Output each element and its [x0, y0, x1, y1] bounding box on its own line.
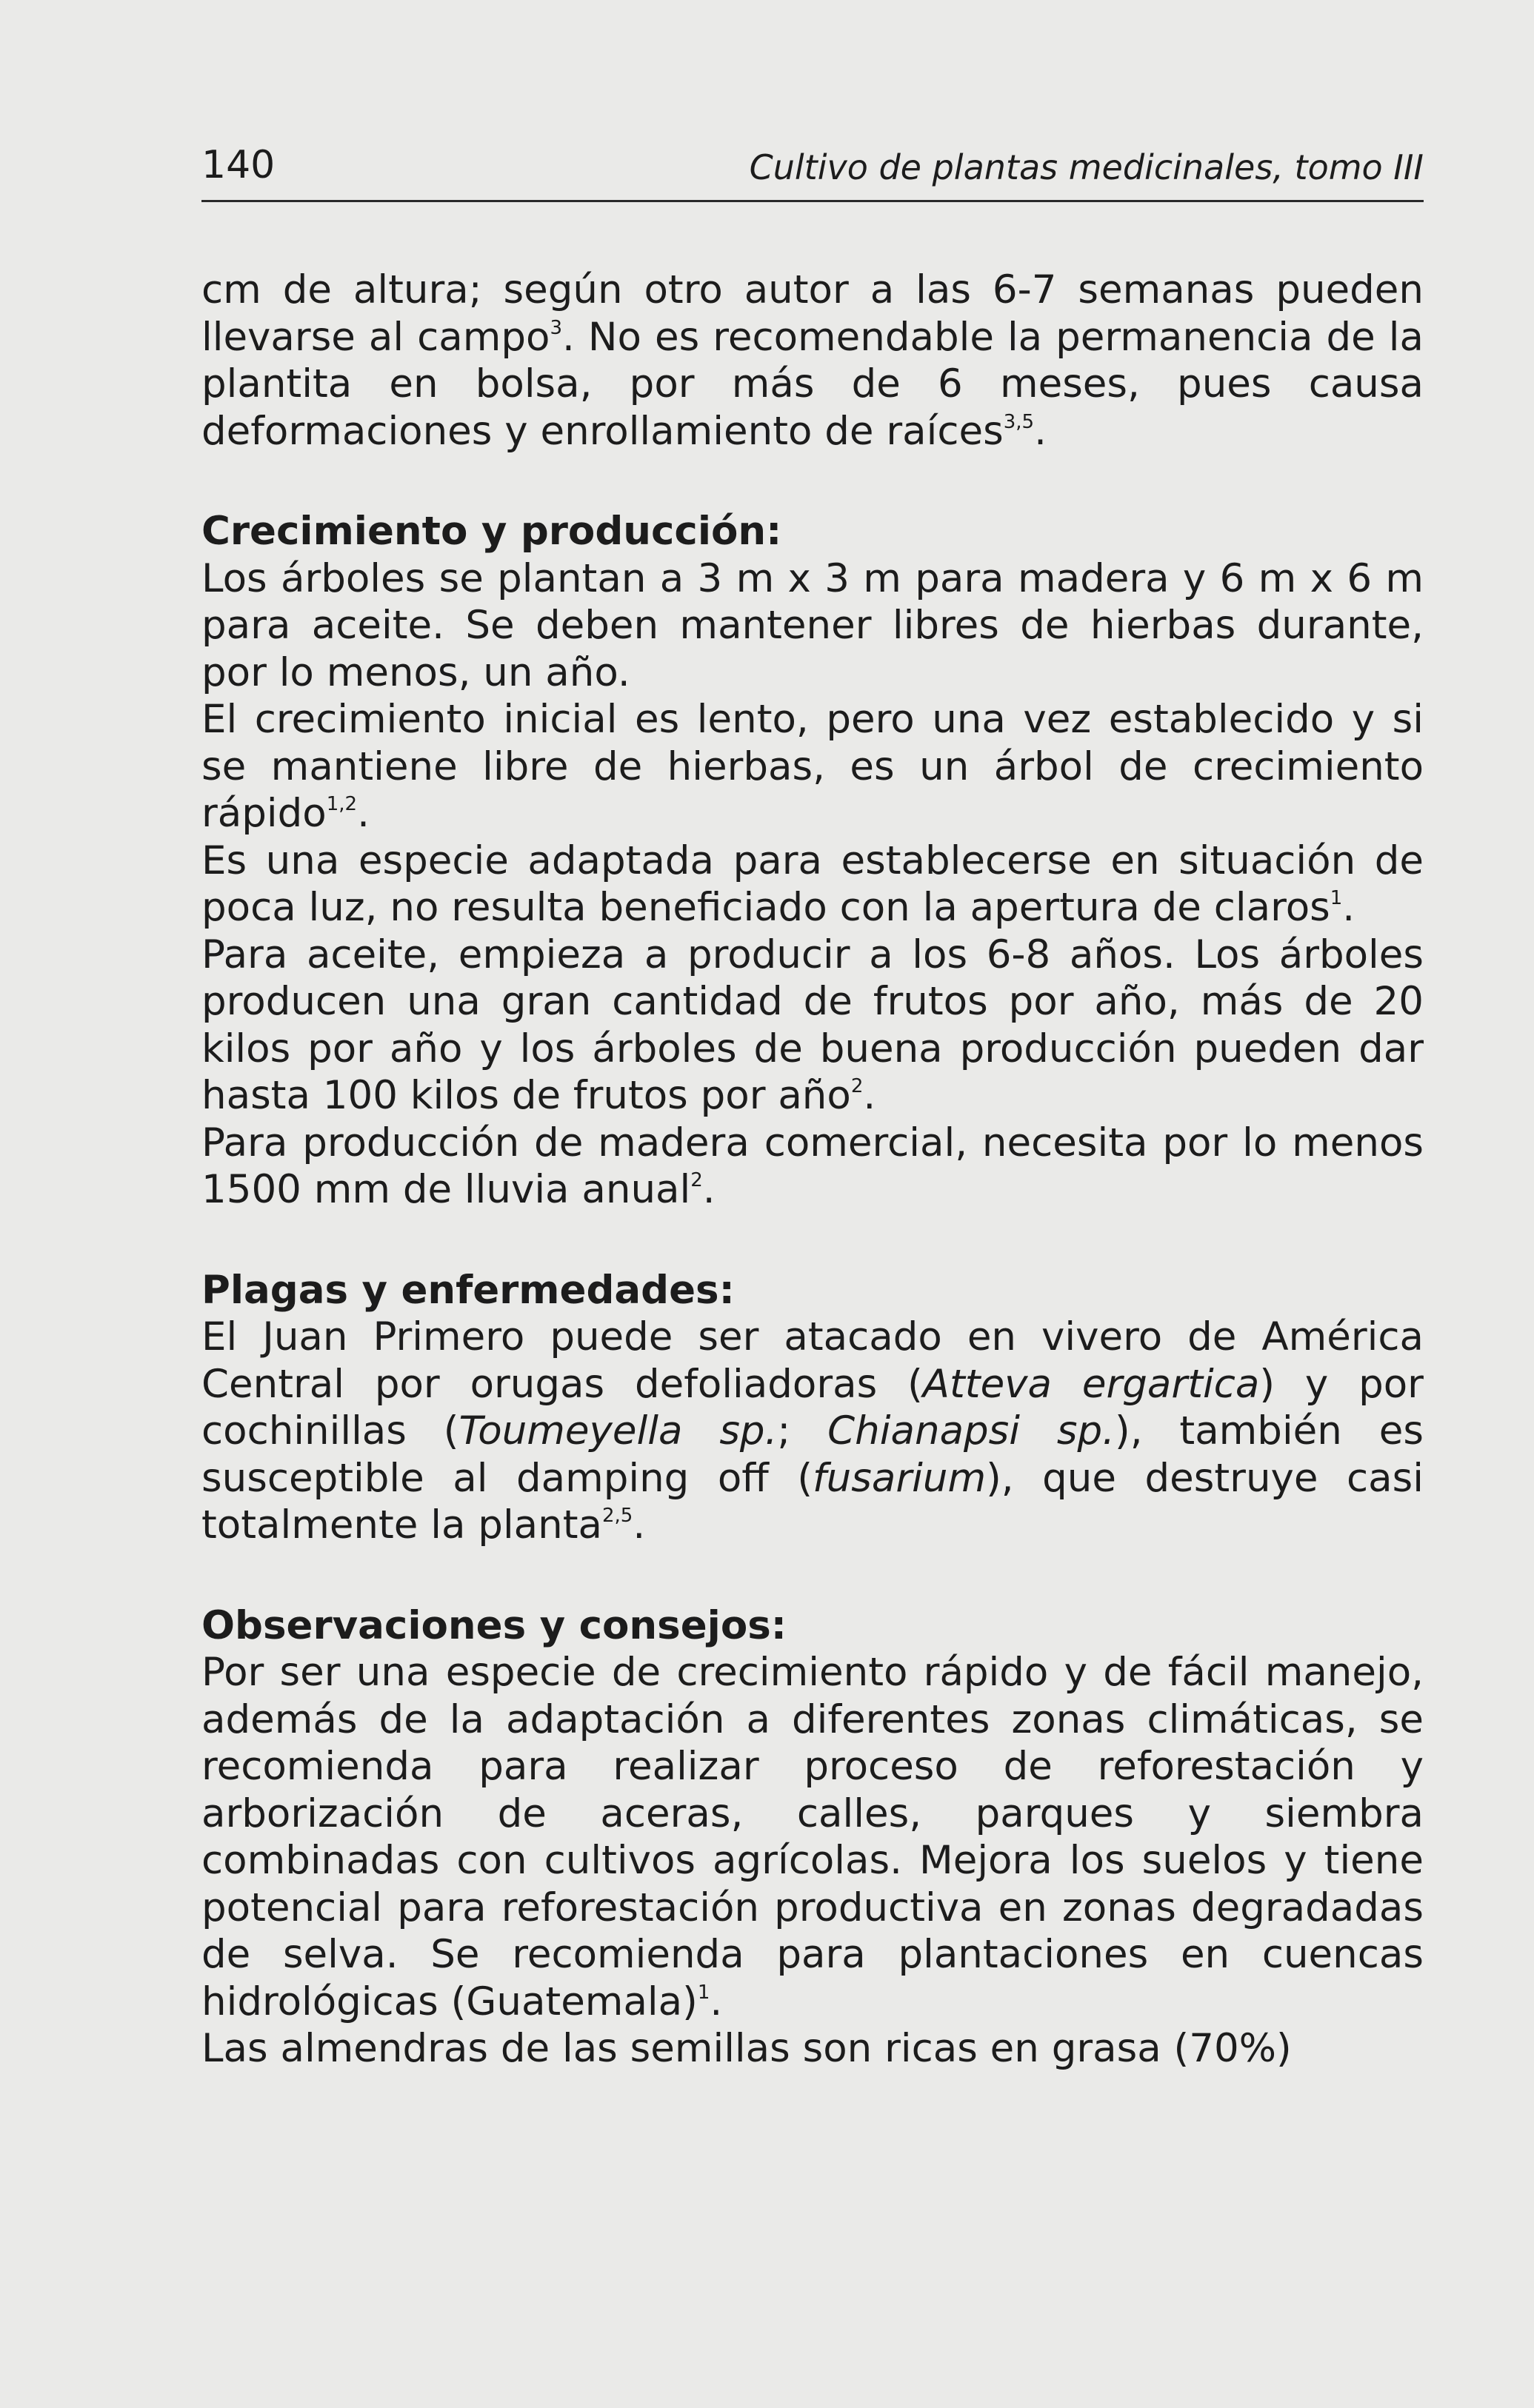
plagas-paragraph: [201, 1314, 1424, 1549]
intro-text-2: . No es recomendable la permanencia de la plantita en bolsa, por más de 6 meses, pues causa deformaciones y enrollamiento de raíces: [201, 314, 1424, 454]
observaciones-paragraph-2: Las almendras de las semillas son ricas en grasa (70%): [201, 2026, 1292, 2071]
paragraph-text: Por ser una especie de crecimiento rápido y de fácil manejo, además de la adaptación a diferentes zonas climáticas, se recomienda para realizar proceso de reforestación y arborización de aceras, calles, parques y siembra combinadas con cultivos agrícolas. Mejora los suelos y tiene potencial para reforestación productiva en zonas degradadas de selva. Se recomienda para plantaciones en cuencas hidrológicas (Guatemala): [201, 1650, 1424, 2024]
paragraph-end: .: [710, 1979, 723, 2024]
paragraph-text: Para aceite, empieza a producir a los 6-8 años. Los árboles producen una gran cantidad de frutos por año, más de 20 kilos por año y los árboles de buena producción pueden dar hasta 100 kilos de frutos por año: [201, 932, 1424, 1118]
citation: 3: [550, 316, 563, 339]
species-name: Atteva ergartica: [922, 1361, 1260, 1407]
paragraph-end: .: [863, 1073, 876, 1118]
paragraph-text: El Juan Primero puede ser atacado en vivero de América Central por orugas defoliadoras (: [201, 1314, 1424, 1407]
intro-paragraph: [201, 267, 1424, 455]
paragraph-end: .: [702, 1167, 716, 1212]
paragraph-text: Para producción de madera comercial, necesita por lo menos 1500 mm de lluvia anual: [201, 1120, 1424, 1212]
paragraph-text: ;: [777, 1408, 828, 1454]
heading-plagas: Plagas y enfermedades:: [201, 1267, 735, 1313]
body-text: [201, 267, 1424, 2073]
species-name: Toumeyella sp.: [458, 1408, 778, 1454]
citation: 1: [1330, 887, 1343, 909]
intro-text-1: cm de altura; según otro autor a las 6-7 semanas pueden llevarse al campo: [201, 267, 1424, 360]
crecimiento-paragraph-5: [201, 1120, 1424, 1214]
paragraph-text: El crecimiento inicial es lento, pero una vez establecido y si se mantiene libre de hierbas, es un árbol de crecimiento rápido: [201, 697, 1424, 836]
citation: 1,2: [326, 793, 358, 815]
paragraph-text: ), que destruye casi totalmente la planta: [201, 1455, 1424, 1548]
running-title: Cultivo de plantas medicinales, tomo III: [749, 147, 1424, 187]
intro-text-3: .: [1034, 408, 1047, 454]
paragraph-text: Es una especie adaptada para establecerse en situación de poca luz, no resulta beneficiado con la apertura de claros: [201, 837, 1424, 930]
crecimiento-paragraph-2: [201, 696, 1424, 837]
citation: 1: [697, 1981, 710, 2004]
citation: 2: [690, 1169, 703, 1191]
paragraph-text: ), también es susceptible al damping off (: [201, 1408, 1424, 1501]
citation: 3,5: [1003, 410, 1035, 433]
paragraph-end: .: [1342, 885, 1355, 930]
paragraph-text: ) y por cochinillas (: [201, 1361, 1424, 1454]
citation: 2: [850, 1075, 864, 1097]
crecimiento-paragraph-3: [201, 837, 1424, 932]
observaciones-paragraph-1: [201, 1649, 1424, 2025]
species-name: fusarium: [813, 1455, 987, 1501]
species-name: Chianapsi sp.: [827, 1408, 1116, 1454]
citation: 2,5: [602, 1505, 633, 1527]
paragraph-end: .: [633, 1502, 646, 1548]
page-header: [201, 141, 1424, 202]
paragraph-end: .: [357, 791, 370, 836]
crecimiento-paragraph-1: Los árboles se plantan a 3 m x 3 m para madera y 6 m x 6 m para aceite. Se deben mantener libres de hierbas durante, por lo menos, un año.: [201, 555, 1424, 695]
crecimiento-paragraph-4: [201, 932, 1424, 1120]
heading-observaciones: Observaciones y consejos:: [201, 1602, 787, 1648]
page-number: 140: [201, 143, 276, 187]
heading-crecimiento: Crecimiento y producción:: [201, 509, 782, 554]
